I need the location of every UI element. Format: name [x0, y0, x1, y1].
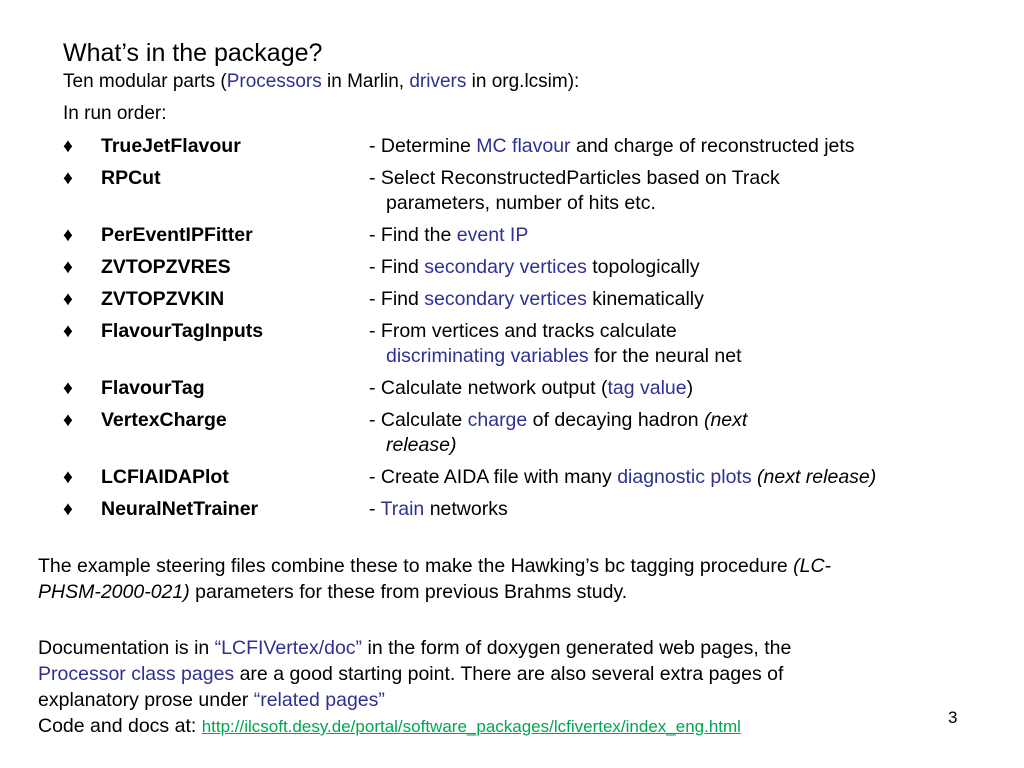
diamond-bullet-icon: ♦: [63, 135, 73, 157]
processor-name: ZVTOPZVRES: [101, 256, 231, 278]
intro-line-2: In run order:: [63, 103, 167, 124]
diamond-bullet-icon: ♦: [63, 167, 73, 189]
processor-name: RPCut: [101, 167, 161, 189]
processor-name: NeuralNetTrainer: [101, 498, 259, 520]
page-number: 3: [948, 708, 958, 727]
processor-description: - Select ReconstructedParticles based on Track parameters, number of hits etc.: [369, 167, 780, 214]
processor-name: VertexCharge: [101, 409, 227, 431]
drivers-term: drivers: [409, 71, 467, 92]
diamond-bullet-icon: ♦: [63, 377, 73, 399]
code-docs-url-link[interactable]: http://ilcsoft.desy.de/portal/software_packages/lcfivertex/index_eng.html: [201, 717, 741, 736]
processor-name: TrueJetFlavour: [101, 135, 241, 157]
list-item: [63, 465, 1013, 490]
list-item: [63, 408, 1013, 458]
processor-description: - Find secondary vertices topologically: [369, 256, 700, 278]
list-item: [63, 255, 1013, 280]
list-item: [63, 134, 1013, 159]
processor-description: - Find secondary vertices kinematically: [369, 288, 704, 310]
diamond-bullet-icon: ♦: [63, 409, 73, 431]
processor-name: PerEventIPFitter: [101, 224, 253, 246]
steering-files-paragraph: The example steering files combine these to make the Hawking’s bc tagging procedure (LC- PHSM-2000-021) parameters for these from previous Brahms study.: [38, 555, 832, 603]
list-item: [63, 287, 1013, 312]
processor-description: - Find the event IP: [369, 224, 529, 246]
list-item: [63, 319, 1013, 369]
processor-description: - From vertices and tracks calculate discriminating variables for the neural net: [369, 320, 742, 367]
doc-path-link[interactable]: “LCFIVertex/doc”: [214, 637, 363, 659]
diamond-bullet-icon: ♦: [63, 288, 73, 310]
processor-description: - Determine MC flavour and charge of reconstructed jets: [369, 135, 855, 157]
processor-list: [63, 134, 1013, 529]
diamond-bullet-icon: ♦: [63, 498, 73, 520]
list-item: [63, 376, 1013, 401]
list-item: [63, 166, 1013, 216]
slide-title: What’s in the package?: [63, 39, 323, 67]
processor-description: - Calculate charge of decaying hadron (next release): [369, 409, 748, 456]
processor-description: - Calculate network output (tag value): [369, 377, 694, 399]
processors-term: Processors: [226, 71, 322, 92]
intro-line-1: Ten modular parts (Processors in Marlin, drivers in org.lcsim):: [63, 71, 580, 92]
processor-name: FlavourTagInputs: [101, 320, 264, 342]
diamond-bullet-icon: ♦: [63, 224, 73, 246]
processor-name: LCFIAIDAPlot: [101, 466, 229, 488]
diamond-bullet-icon: ♦: [63, 256, 73, 278]
list-item: [63, 223, 1013, 248]
diamond-bullet-icon: ♦: [63, 466, 73, 488]
diamond-bullet-icon: ♦: [63, 320, 73, 342]
documentation-paragraph: Documentation is in “LCFIVertex/doc” in the form of doxygen generated web pages, the Processor class pages are a good starting point. There are also several extra pages of explanatory prose under “related pages” Code and docs at: http://ilcsoft.desy.de/portal/software_packages/lcfivertex/index_eng.html: [38, 637, 792, 737]
processor-name: FlavourTag: [101, 377, 205, 399]
processor-name: ZVTOPZVKIN: [101, 288, 225, 310]
related-pages-link[interactable]: “related pages”: [253, 689, 385, 711]
processor-description: - Create AIDA file with many diagnostic plots (next release): [369, 466, 877, 488]
list-item: [63, 497, 1013, 522]
processor-description: - Train networks: [369, 498, 508, 520]
processor-class-pages-link[interactable]: Processor class pages: [38, 663, 235, 685]
